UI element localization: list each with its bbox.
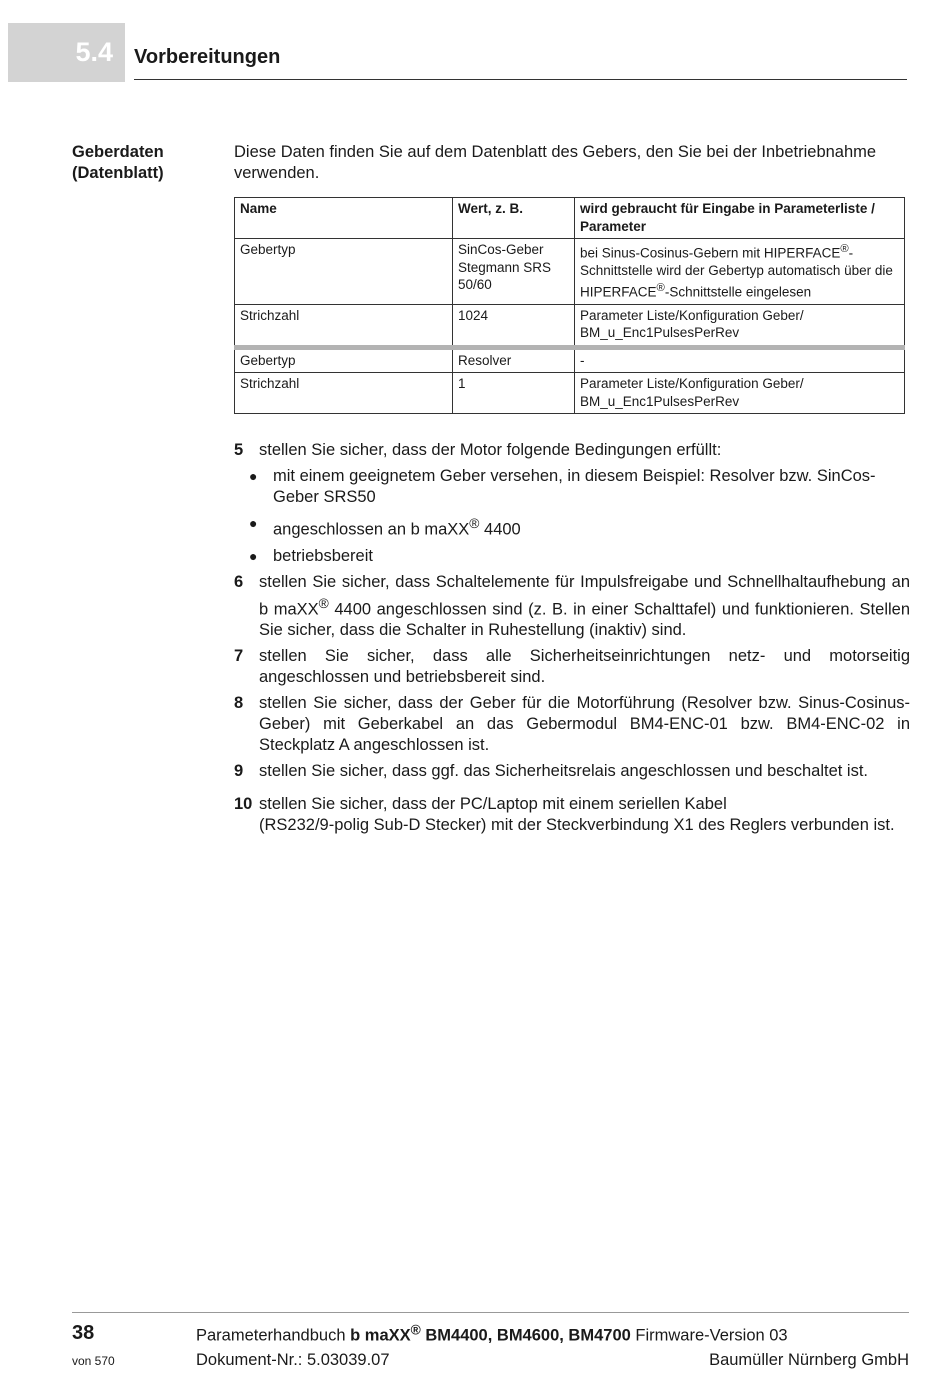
cell-value: SinCos-Geber Stegmann SRS 50/60 — [453, 239, 575, 305]
cell-name: Strichzahl — [235, 373, 453, 414]
step-9 — [234, 761, 910, 782]
step-number: 8 — [234, 694, 244, 712]
cell-use — [575, 239, 905, 305]
step-6 — [234, 572, 910, 642]
encoder-data-table — [234, 197, 905, 414]
footer-title-suffix: Firmware-Version 03 — [630, 1326, 788, 1345]
page-count: von 570 — [72, 1354, 115, 1368]
table-row — [235, 239, 905, 305]
step-text-line: (RS232/9-polig Sub-D Stecker) mit der Steckverbindung X1 des Reglers verbunden ist. — [259, 816, 895, 834]
footer-title-product: b maXX — [350, 1326, 411, 1345]
bullet-icon: ● — [249, 515, 258, 531]
cell-use-part: -Schnittstelle eingelesen — [664, 284, 812, 299]
bullet-text: betriebsbereit — [273, 546, 373, 565]
bullet-text-part: angeschlossen an b maXX — [273, 520, 470, 539]
step-7 — [234, 646, 910, 688]
cell-name: Gebertyp — [235, 239, 453, 305]
cell-use-part: -Schnittstelle wird der Gebertyp automatisch über die HIPERFACE — [580, 245, 893, 299]
bullet-text: mit einem geeignetem Geber versehen, in diesem Beispiel: Resolver bzw. SinCos-Geber SRS50 — [273, 467, 876, 506]
table-row — [235, 304, 905, 347]
intro-paragraph: Diese Daten finden Sie auf dem Datenblatt des Gebers, den Sie bei der Inbetriebnahme verwenden. — [234, 143, 877, 182]
step-5 — [234, 440, 910, 461]
cell-value: 1024 — [453, 304, 575, 347]
cell-use: - — [575, 347, 905, 373]
section-number: 5.4 — [75, 37, 113, 67]
list-item — [234, 513, 910, 541]
cell-value: 1 — [453, 373, 575, 414]
list-item — [234, 546, 910, 567]
header-name: Name — [235, 198, 453, 239]
step-text: stellen Sie sicher, dass ggf. das Sicherheitsrelais angeschlossen und beschaltet ist. — [259, 762, 869, 780]
table-header-row — [235, 198, 905, 239]
bullet-icon: ● — [249, 547, 258, 564]
cell-use-part: bei Sinus-Cosinus-Gebern mit HIPERFACE — [580, 245, 841, 261]
step-text: stellen Sie sicher, dass alle Sicherheitseinrichtungen netz- und motorseitig angeschlossen und betriebsbereit sind. — [259, 647, 910, 686]
step-text — [259, 794, 910, 836]
section-title: Vorbereitungen — [134, 46, 281, 68]
footer-rule — [72, 1312, 909, 1313]
cell-name: Strichzahl — [235, 304, 453, 347]
registered-mark: ® — [410, 1322, 421, 1337]
cell-value: Resolver — [453, 347, 575, 373]
side-label-line1: Geberdaten — [72, 143, 164, 161]
step-number: 5 — [234, 441, 244, 459]
footer-title-models: BM4400, BM4600, BM4700 — [420, 1326, 631, 1345]
side-label — [72, 142, 164, 184]
step-number: 6 — [234, 572, 244, 591]
step-number: 9 — [234, 762, 244, 780]
table-row — [235, 373, 905, 414]
step-text-part: 4400 angeschlossen sind (z. B. in einer Schalttafel) und funktionieren. Stellen Sie sicher, dass die Schalter in Ruhestellung (inaktiv) sind. — [259, 600, 910, 639]
cell-use: Parameter Liste/Konfiguration Geber/ BM_u_Enc1PulsesPerRev — [575, 304, 905, 347]
page-number: 38 — [72, 1322, 95, 1344]
registered-mark: ® — [840, 243, 849, 255]
steps-list — [234, 440, 910, 841]
step-text — [259, 572, 910, 642]
footer-title-prefix: Parameterhandbuch — [196, 1326, 351, 1345]
registered-mark: ® — [469, 516, 480, 531]
registered-mark: ® — [656, 281, 665, 294]
step-text: stellen Sie sicher, dass der Geber für die Motorführung (Resolver bzw. Sinus-Cosinus-Geber) mit Geberkabel an das Gebermodul BM4-ENC-01 bzw. BM4-ENC-02 in Steckplatz A angeschlossen ist. — [259, 694, 910, 754]
footer-title — [196, 1322, 788, 1346]
section-number-box — [8, 23, 125, 82]
header-use: wird gebraucht für Eingabe in Parameterliste / Parameter — [575, 198, 905, 239]
cell-name: Gebertyp — [235, 347, 453, 373]
step-8 — [234, 693, 910, 756]
side-label-line2: (Datenblatt) — [72, 164, 164, 182]
header-value: Wert, z. B. — [453, 198, 575, 239]
document-number: Dokument-Nr.: 5.03039.07 — [196, 1351, 390, 1369]
step-text-line: stellen Sie sicher, dass der PC/Laptop mit einem seriellen Kabel — [259, 795, 727, 813]
step-10 — [234, 794, 910, 836]
bullet-icon: ● — [249, 468, 258, 484]
table-row — [235, 347, 905, 373]
company-name: Baumüller Nürnberg GmbH — [709, 1351, 909, 1369]
bullet-text — [273, 513, 910, 541]
cell-use: Parameter Liste/Konfiguration Geber/ BM_u_Enc1PulsesPerRev — [575, 373, 905, 414]
step-text-part: stellen Sie sicher, dass Schaltelemente für Impulsfreigabe und Schnellhaltaufhebung an b maXX — [259, 572, 910, 618]
registered-mark: ® — [318, 595, 329, 611]
step-text: stellen Sie sicher, dass der Motor folgende Bedingungen erfüllt: — [259, 441, 722, 459]
bullet-list — [234, 466, 910, 567]
step-number: 7 — [234, 647, 244, 665]
list-item — [234, 466, 910, 508]
bullet-text-part: 4400 — [479, 520, 521, 539]
step-number: 10 — [234, 795, 253, 813]
header-rule — [134, 79, 907, 80]
